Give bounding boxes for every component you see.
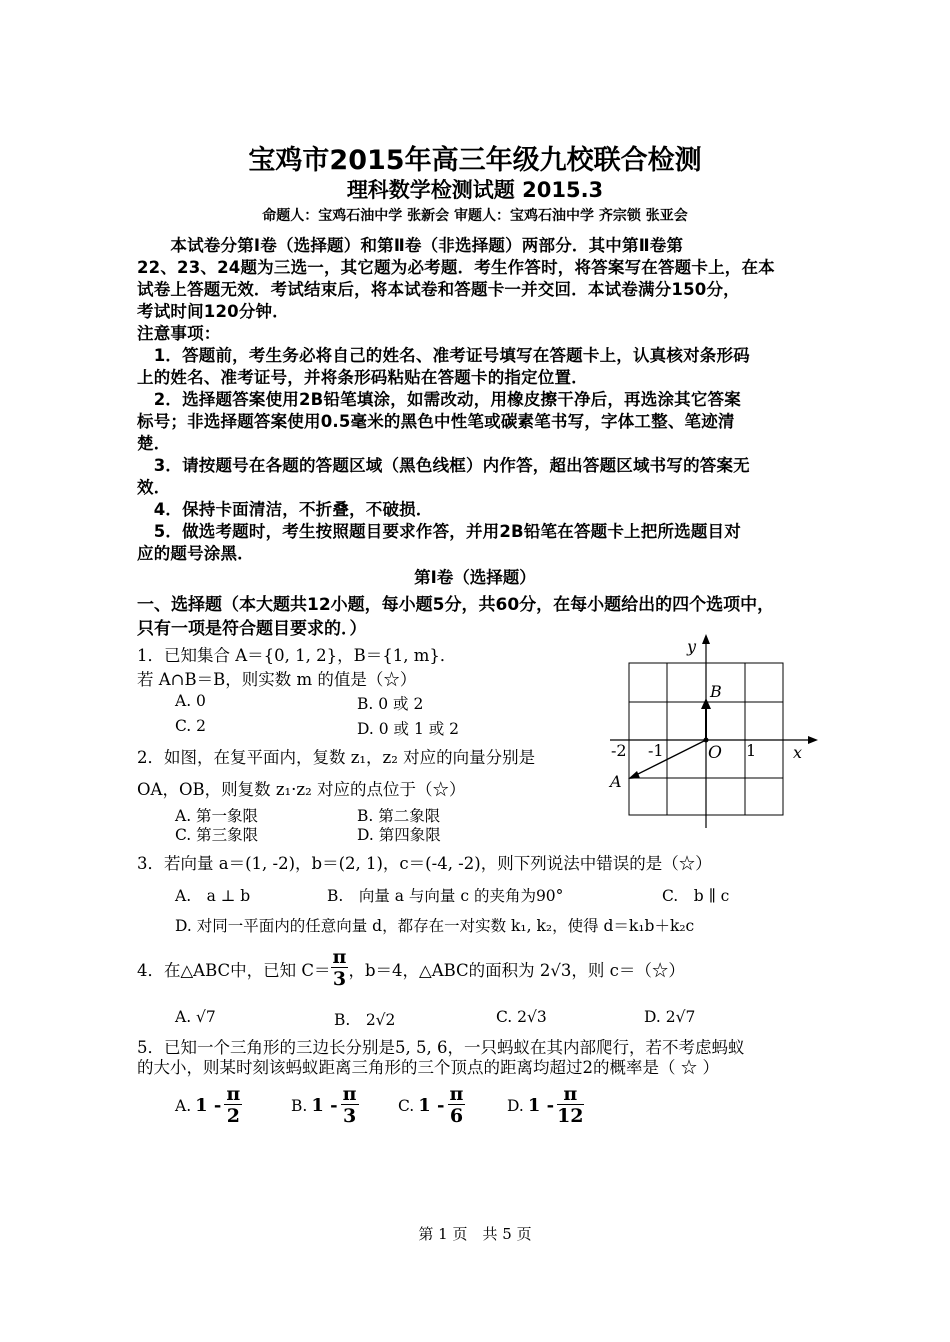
fraction-numerator: π [342,1083,357,1105]
notice-line: 标号；非选择题答案使用0.5毫米的黑色中性笔或碳素笔书写，字体工整、笔迹清 [137,412,735,431]
point-a-label: A [610,772,622,791]
q4-option-d: D. 2√7 [644,1008,696,1026]
option-fraction [341,1085,359,1126]
question-1-stem: 若 A∩B＝B，则实数 m 的值是（☆） [137,670,417,689]
fraction-numerator: π [226,1083,241,1105]
y-axis-arrow [702,634,710,644]
fraction-denominator: 3 [332,968,347,990]
q1-option-b: B. 0 或 2 [357,695,424,713]
option-whole: 1 - [311,1095,338,1116]
option-label: B. [291,1096,308,1115]
tick-label: 1 [746,741,757,760]
q5-option-b [291,1085,359,1126]
x-axis-label: x [793,743,803,762]
notice-label: 注意事项： [137,324,221,343]
option-whole: 1 - [418,1095,445,1116]
section-heading: 第Ⅰ卷（选择题） [414,568,536,587]
section-title: 一、选择题（本大题共12小题，每小题5分，共60分，在每小题给出的四个选项中， [137,595,775,615]
origin-label: O [708,743,722,763]
fraction-denominator: 3 [342,1105,357,1127]
notice-line: 3．请按题号在各题的答题区域（黑色线框）内作答，超出答题区域书写的答案无 [137,456,750,475]
page-number: 第 1 页 共 5 页 [418,1225,532,1243]
x-axis-arrow [808,736,818,744]
q4-fraction [331,948,349,989]
question-5-stem: 5．已知一个三角形的三边长分别是5, 5, 6，一只蚂蚁在其内部爬行，若不考虑蚂蚁 [137,1038,745,1057]
q1-option-a: A. 0 [175,692,206,710]
q4-option-a: A. √7 [175,1008,216,1026]
intro-line: 22、23、24题为三选一，其它题为必考题．考生作答时，将答案写在答题卡上，在本 [137,258,775,277]
intro-line: 考试时间120分钟． [137,302,289,321]
notice-line: 4．保持卡面清洁，不折叠，不破损． [137,500,433,519]
q2-option-b: B. 第二象限 [357,807,441,825]
notice-line: 楚． [137,434,171,453]
y-axis-label: y [687,637,697,656]
question-2-stem: OA，OB，则复数 z₁·z₂ 对应的点位于（☆） [137,780,466,799]
q2-option-c: C. 第三象限 [175,826,259,844]
q5-option-d [507,1085,584,1126]
q3-option-d: D. 对同一平面内的任意向量 d，都存在一对实数 k₁, k₂，使得 d＝k₁b＋k₂c [175,917,695,935]
q5-option-c [398,1085,465,1126]
page-title: 宝鸡市2015年高三年级九校联合检测 [248,145,702,176]
tick-label: -2 [611,741,627,760]
fraction-denominator: 6 [449,1105,464,1127]
section-title: 只有一项是符合题目要求的．） [137,619,367,639]
q4-stem-end: ，b＝4，△ABC的面积为 2√3，则 c＝（☆） [348,960,685,980]
option-whole: 1 - [195,1095,222,1116]
fraction-denominator: 2 [226,1105,240,1127]
option-fraction [448,1085,466,1126]
question-3-stem: 3．若向量 a＝(1, -2)，b＝(2, 1)，c＝(-4, -2)，则下列说法中错误的是（☆） [137,854,712,873]
q2-option-d: D. 第四象限 [357,826,441,844]
origin-point [704,738,709,743]
notice-line: 1．答题前，考生务必将自己的姓名、准考证号填写在答题卡上，认真核对条形码 [137,346,750,365]
notice-line: 效． [137,478,171,497]
q3-option-b: B. 向量 a 与向量 c 的夹角为90° [327,887,564,905]
fraction-denominator: 12 [557,1105,584,1127]
complex-plane-figure [600,630,830,835]
intro-line: 本试卷分第Ⅰ卷（选择题）和第Ⅱ卷（非选择题）两部分．其中第Ⅱ卷第 [137,236,684,255]
notice-line: 5．做选考题时，考生按照题目要求作答，并用2B铅笔在答题卡上把所选题目对 [137,522,741,541]
page-subtitle: 理科数学检测试题 2015.3 [346,178,604,202]
fraction-numerator: π [557,1085,583,1105]
option-whole: 1 - [527,1095,555,1116]
option-label: D. [507,1096,524,1115]
authors-line: 命题人：宝鸡石油中学 张新会 审题人：宝鸡石油中学 齐宗锁 张亚会 [262,208,688,224]
q4-option-c: C. 2√3 [496,1008,547,1026]
q3-option-c: C. b ∥ c [662,887,730,905]
q2-option-a: A. 第一象限 [175,807,259,825]
option-label: C. [398,1096,415,1115]
notice-line: 2．选择题答案使用2B铅笔填涂，如需改动，用橡皮擦干净后，再选涂其它答案 [137,390,741,409]
q5-option-a [175,1085,242,1126]
vector-oa-arrowhead [628,771,640,779]
fraction-numerator: π [332,946,347,968]
question-2-stem: 2．如图，在复平面内，复数 z₁，z₂ 对应的向量分别是 [137,748,536,767]
option-label: A. [175,1096,192,1115]
q3-option-a: A. a ⊥ b [175,887,251,905]
option-fraction [224,1085,242,1126]
intro-line: 试卷上答题无效．考试结束后，将本试卷和答题卡一并交回．本试卷满分150分， [137,280,740,299]
q4-stem-start: 4．在△ABC中，已知 C＝ [137,960,331,980]
q1-option-d: D. 0 或 1 或 2 [357,720,460,738]
point-b-label: B [710,682,722,701]
notice-line: 应的题号涂黑． [137,544,254,563]
q1-option-c: C. 2 [175,717,207,735]
vector-oa [634,740,706,776]
question-5-stem: 的大小，则某时刻该蚂蚁距离三角形的三个顶点的距离均超过2的概率是（ ☆ ） [137,1058,719,1077]
fraction-numerator: π [449,1083,464,1105]
tick-label: -1 [648,741,664,760]
notice-line: 上的姓名、准考证号，并将条形码粘贴在答题卡的指定位置． [137,368,588,387]
q4-option-b: B. 2√2 [334,1011,396,1029]
question-1-stem: 1．已知集合 A＝{0, 1, 2}，B＝{1, m}． [137,646,457,665]
question-4-stem [137,948,685,989]
option-fraction [557,1085,583,1126]
